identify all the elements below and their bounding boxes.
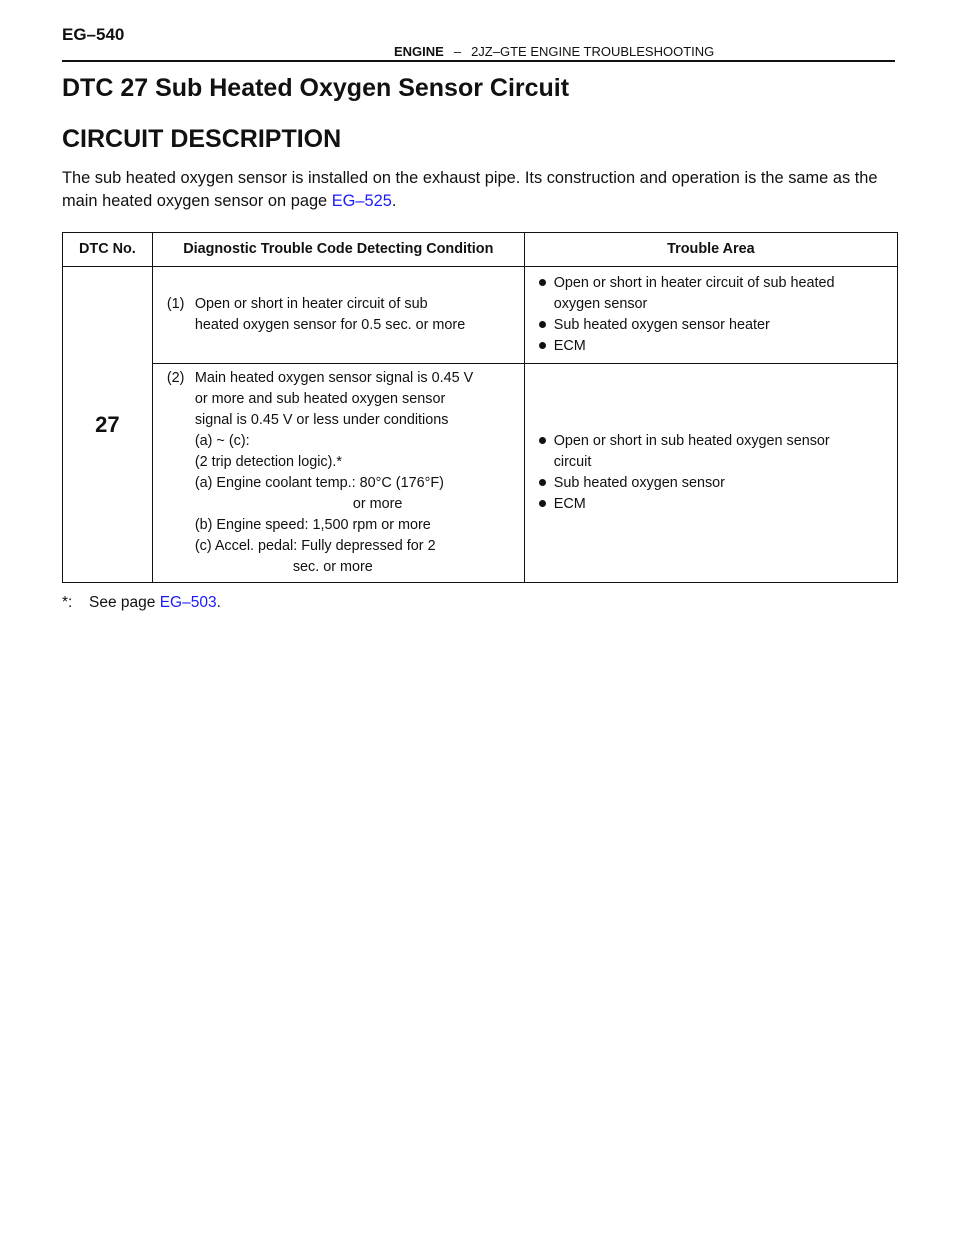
list-item: Sub heated oxygen sensor heater	[537, 315, 889, 336]
footnote	[62, 594, 221, 612]
circuit-description-heading: CIRCUIT DESCRIPTION	[62, 125, 342, 153]
header-dtc-no: DTC No.	[63, 233, 153, 267]
page-link-eg525[interactable]: EG–525	[331, 192, 392, 210]
table-row	[63, 267, 898, 364]
description-end: .	[391, 192, 397, 210]
bullet-icon	[539, 321, 546, 328]
table-row	[63, 364, 898, 583]
list-item: Sub heated oxygen sensor	[537, 473, 889, 494]
condition-cell	[152, 364, 524, 583]
list-item: Open or short in sub heated oxygen sensor	[537, 431, 889, 452]
condition-line: or more	[352, 496, 403, 512]
condition-line: (b) Engine speed: 1,500 rpm or more	[194, 517, 431, 533]
header-trouble-area: Trouble Area	[524, 233, 897, 267]
footnote-mark: *:	[62, 594, 73, 611]
bullet-icon	[539, 437, 546, 444]
condition-line: (a) ~ (c):	[194, 433, 250, 449]
condition-number: (2)	[166, 370, 185, 386]
condition-line: (2 trip detection logic).*	[194, 454, 343, 470]
footnote-text: See page	[89, 594, 160, 611]
condition-line: Main heated oxygen sensor signal is 0.45 V	[194, 370, 474, 386]
circuit-description-text	[62, 167, 902, 213]
running-header	[394, 44, 714, 59]
bullet-icon	[539, 479, 546, 486]
dtc-number: 27	[63, 267, 153, 583]
condition-line: (c) Accel. pedal: Fully depressed for 2	[194, 538, 436, 554]
condition-cell	[152, 267, 524, 364]
bullet-icon	[539, 342, 546, 349]
condition-line: sec. or more	[292, 559, 373, 575]
trouble-area-cell	[524, 364, 897, 583]
dtc-table	[62, 232, 898, 583]
condition-line: signal is 0.45 V or less under conditions	[194, 412, 449, 428]
list-item: ECM	[537, 336, 889, 357]
condition-number: (1)	[166, 296, 185, 312]
header-separator: –	[453, 44, 462, 59]
list-item: ECM	[537, 494, 889, 515]
trouble-area-cell	[524, 267, 897, 364]
bullet-icon	[539, 500, 546, 507]
page-number: EG–540	[62, 25, 125, 44]
subsection-label: 2JZ–GTE ENGINE TROUBLESHOOTING	[471, 44, 715, 59]
list-item-continuation: oxygen sensor	[553, 296, 648, 312]
description-body: The sub heated oxygen sensor is installed on the exhaust pipe. Its construction and operation is the same as the main heated oxygen sensor on page	[62, 169, 878, 210]
page-title: DTC 27 Sub Heated Oxygen Sensor Circuit	[62, 74, 570, 102]
list-item-continuation: circuit	[553, 454, 592, 470]
condition-line: (a) Engine coolant temp.: 80°C (176°F)	[194, 475, 444, 491]
header-condition: Diagnostic Trouble Code Detecting Condition	[152, 233, 524, 267]
table-header-row	[63, 233, 898, 267]
section-label: ENGINE	[394, 44, 444, 59]
condition-line: Open or short in heater circuit of sub	[194, 296, 428, 312]
footnote-end: .	[216, 594, 221, 611]
list-item: Open or short in heater circuit of sub heated	[537, 273, 889, 294]
condition-line: or more and sub heated oxygen sensor	[194, 391, 446, 407]
page-link-eg503[interactable]: EG–503	[159, 594, 217, 611]
condition-line: heated oxygen sensor for 0.5 sec. or more	[194, 317, 466, 333]
bullet-icon	[539, 279, 546, 286]
header-rule	[62, 60, 895, 62]
